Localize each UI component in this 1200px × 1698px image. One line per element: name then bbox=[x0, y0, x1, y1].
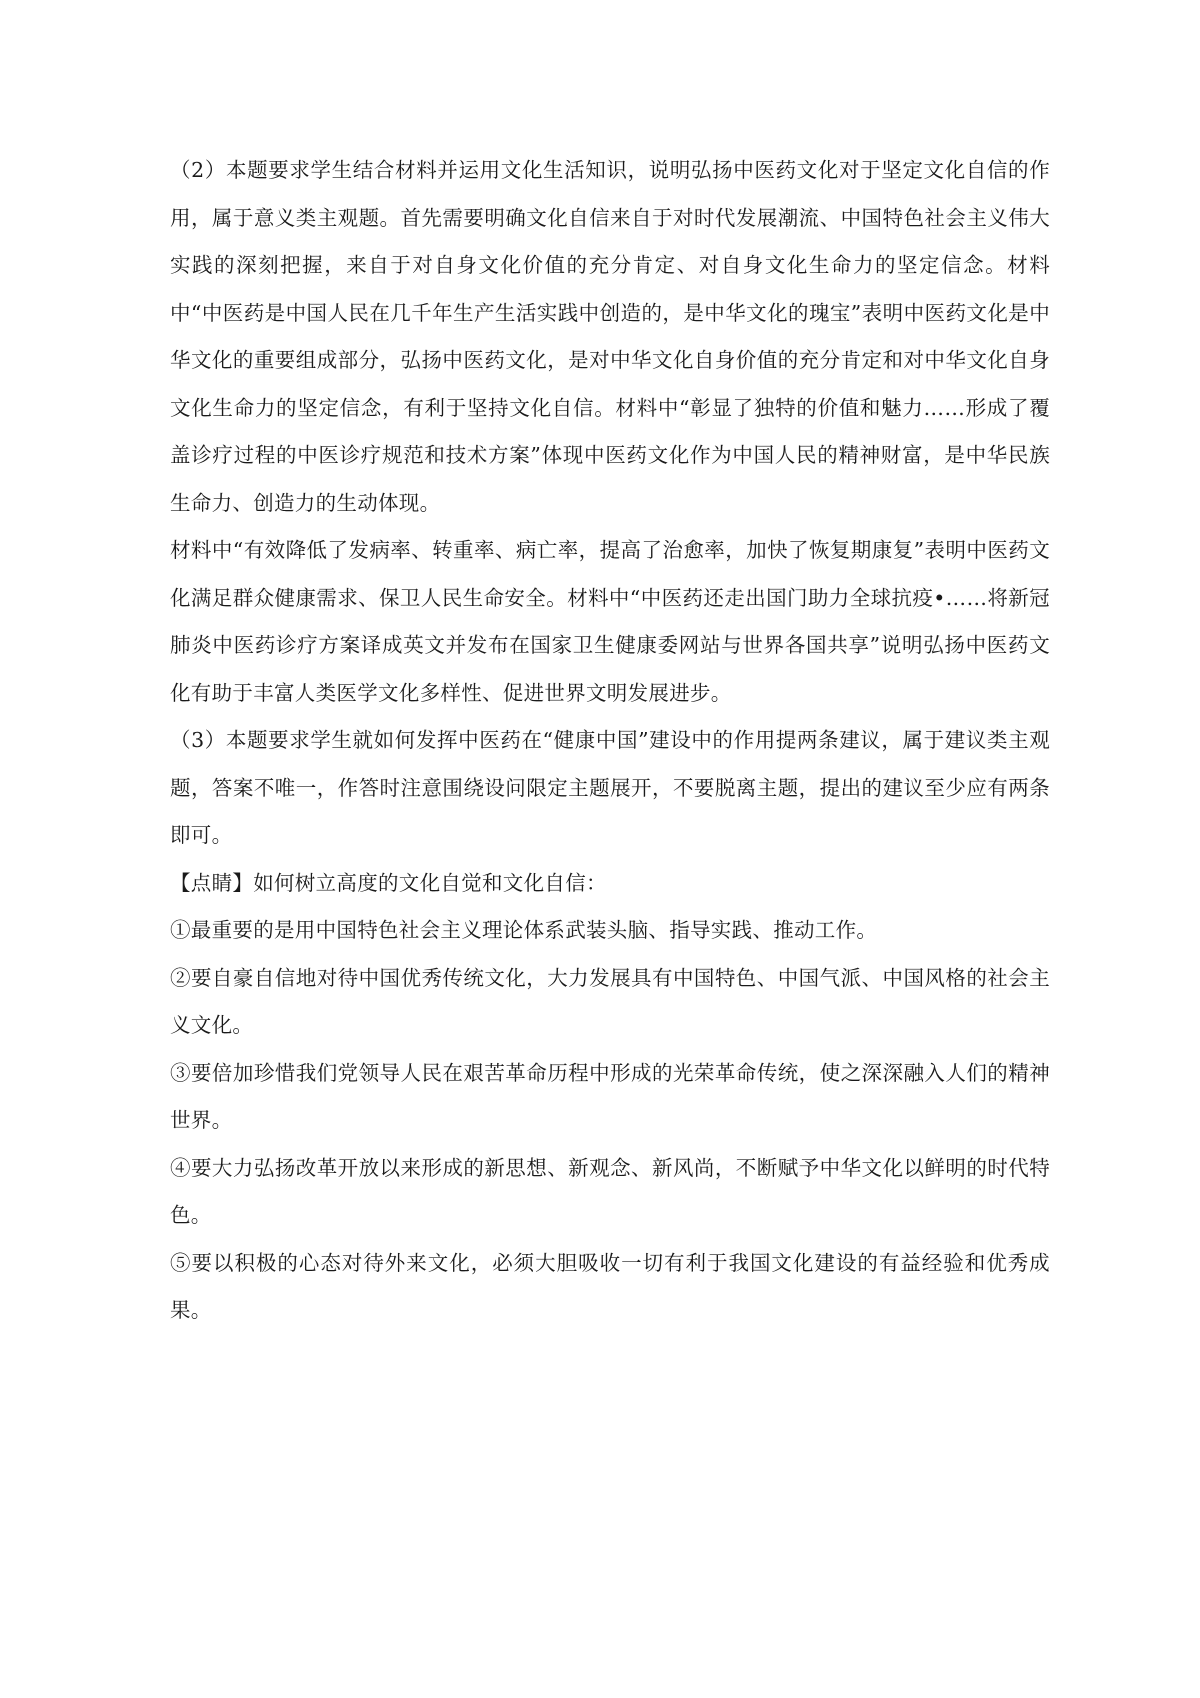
list-item-5: ⑤要以积极的心态对待外来文化，必须大胆吸收一切有利于我国文化建设的有益经验和优秀成果。 bbox=[170, 1250, 1050, 1322]
paragraph-key-point-heading: 【点睛】如何树立高度的文化自觉和文化自信： bbox=[170, 870, 607, 895]
answer-analysis-text bbox=[170, 147, 1050, 1335]
paragraph-question-3-analysis: （3）本题要求学生就如何发挥中医药在“健康中国”建设中的作用提两条建议，属于建议类主观题，答案不唯一，作答时注意围绕设问限定主题展开，不要脱离主题，提出的建议至少应有两条即可。 bbox=[170, 728, 1050, 847]
list-item-1: ①最重要的是用中国特色社会主义理论体系武装头脑、指导实践、推动工作。 bbox=[170, 918, 878, 942]
list-item-4: ④要大力弘扬改革开放以来形成的新思想、新观念、新风尚，不断赋予中华文化以鲜明的时代特色。 bbox=[170, 1155, 1050, 1227]
paragraph-question-2-analysis: （2）本题要求学生结合材料并运用文化生活知识，说明弘扬中医药文化对于坚定文化自信的作用，属于意义类主观题。首先需要明确文化自信来自于对时代发展潮流、中国特色社会主义伟大实践的深刻把握，来自于对自身文化价值的充分肯定、对自身文化生命力的坚定信念。材料中“中医药是中国人民在几千年生产生活实践中创造的，是中华文化的瑰宝”表明中医药文化是中华文化的重要组成部分，弘扬中医药文化，是对中华文化自身价值的充分肯定和对中华文化自身文化生命力的坚定信念，有利于坚持文化自信。材料中“彰显了独特的价值和魅力……形成了覆盖诊疗过程的中医诊疗规范和技术方案”体现中医药文化作为中国人民的精神财富，是中华民族生命力、创造力的生动体现。 bbox=[170, 158, 1050, 515]
paragraph-question-2-continued: 材料中“有效降低了发病率、转重率、病亡率，提高了治愈率，加快了恢复期康复”表明中医药文化满足群众健康需求、保卫人民生命安全。材料中“中医药还走出国门助力全球抗疫•……将新冠肺炎中医药诊疗方案译成英文并发布在国家卫生健康委网站与世界各国共享”说明弘扬中医药文化有助于丰富人类医学文化多样性、促进世界文明发展进步。 bbox=[170, 538, 1050, 705]
list-item-2: ②要自豪自信地对待中国优秀传统文化，大力发展具有中国特色、中国气派、中国风格的社会主义文化。 bbox=[170, 965, 1050, 1037]
list-item-3: ③要倍加珍惜我们党领导人民在艰苦革命历程中形成的光荣革命传统，使之深深融入人们的精神世界。 bbox=[170, 1060, 1050, 1132]
